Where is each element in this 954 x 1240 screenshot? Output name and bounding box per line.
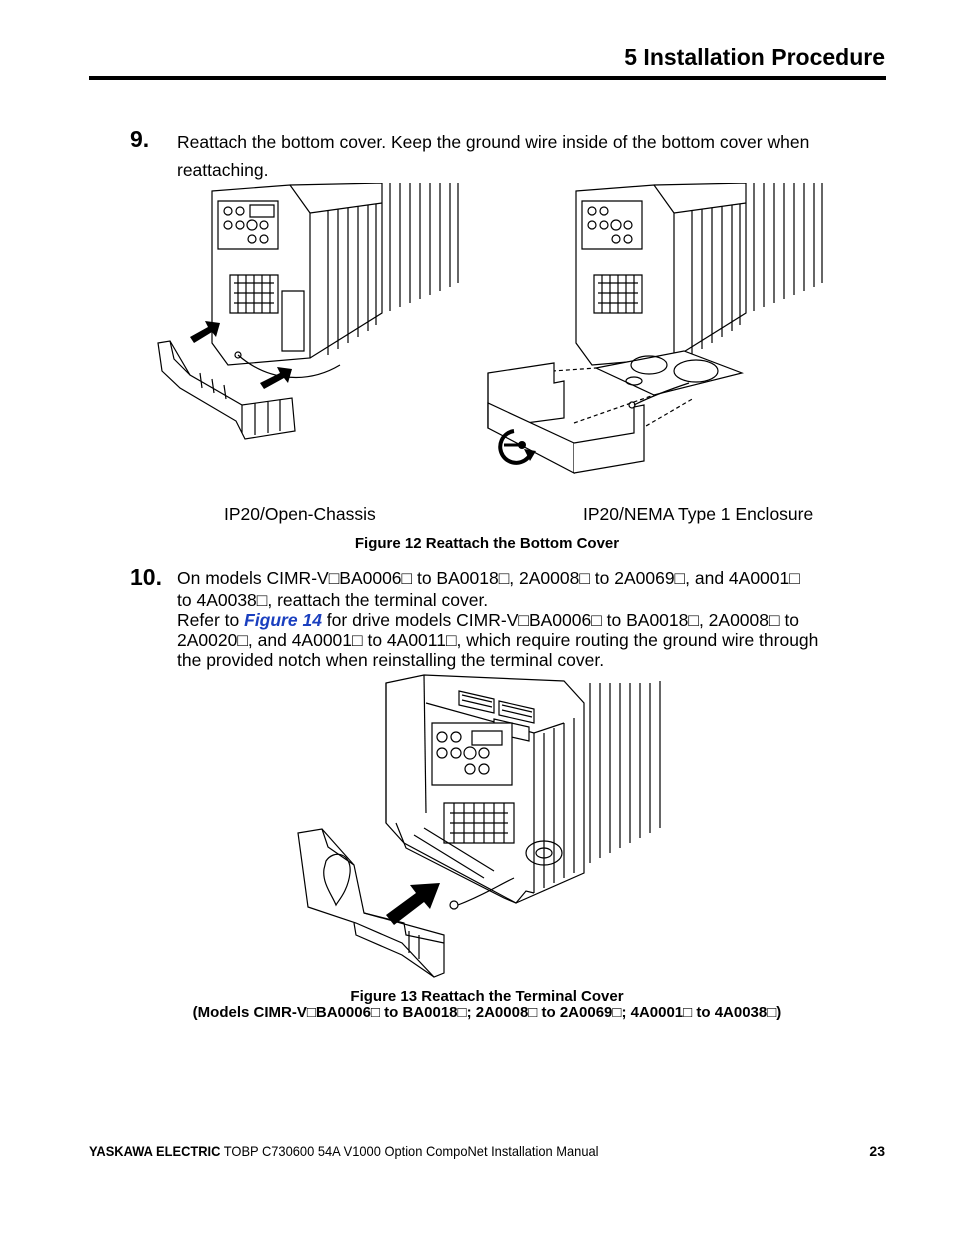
figure-12-nema-enclosure-illustration [484, 183, 829, 493]
step-10-line-4: 2A0020□, and 4A0001□ to 4A0011□, which require routing the ground wire through [177, 630, 819, 650]
figure-13-caption-line-2: (Models CIMR-V□BA0006□ to BA0018□; 2A0008□ to 2A0069□; 4A0001□ to 4A0038□) [192, 1004, 782, 1021]
figure-12-caption: Figure 12 Reattach the Bottom Cover [354, 535, 620, 552]
header-rule [89, 76, 886, 80]
step-10-line-3-pre: Refer to [177, 610, 245, 630]
figure-13-caption-line-1: Figure 13 Reattach the Terminal Cover [350, 988, 624, 1005]
section-title: 5 Installation Procedure [624, 44, 885, 70]
step-10-line-3-post: for drive models CIMR-V□BA0006□ to BA0018□, 2A0008□ to [321, 610, 800, 630]
figure-14-link[interactable]: Figure 14 [244, 610, 322, 630]
step-10-number: 10. [130, 564, 162, 590]
figure-12-open-chassis-illustration [150, 183, 465, 443]
step-9-text: Reattach the bottom cover. Keep the ground wire inside of the bottom cover when reattaching. [177, 132, 810, 180]
figure-12-label-left: IP20/Open-Chassis [224, 504, 376, 524]
footer [89, 1143, 599, 1159]
footer-company: YASKAWA ELECTRIC [89, 1143, 221, 1159]
step-10-text [177, 568, 897, 670]
step-9-number: 9. [130, 126, 150, 152]
figure-12-label-right: IP20/NEMA Type 1 Enclosure [583, 504, 814, 524]
figure-13-terminal-cover-illustration [294, 673, 670, 983]
step-10-line-5: the provided notch when reinstalling the terminal cover. [177, 650, 605, 670]
step-10-line-2: to 4A0038□, reattach the terminal cover. [177, 590, 489, 610]
page-number: 23 [869, 1143, 885, 1159]
step-10-line-3 [177, 610, 897, 630]
step-10-line-1: On models CIMR-V□BA0006□ to BA0018□, 2A0008□ to 2A0069□, and 4A0001□ [177, 568, 800, 588]
footer-document: TOBP C730600 54A V1000 Option CompoNet Installation Manual [220, 1143, 599, 1159]
